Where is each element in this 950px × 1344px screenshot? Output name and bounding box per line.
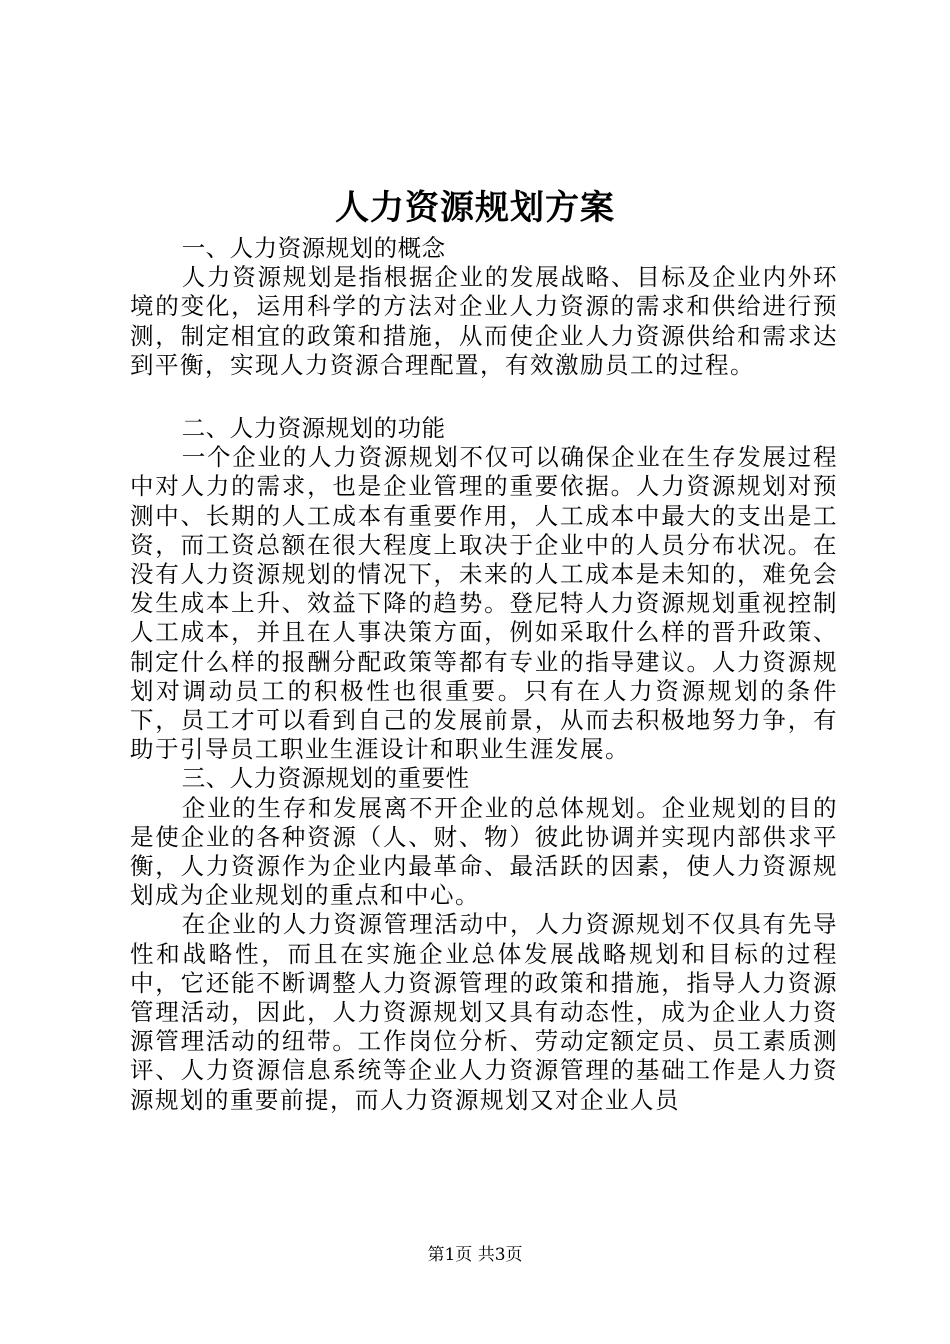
paragraph-concept: 人力资源规划是指根据企业的发展战略、目标及企业内外环境的变化，运用科学的方法对企业人力资源的需求和供给进行预测，制定相宜的政策和措施，从而使企业人力资源供给和需求达到平衡，实现人力资源合理配置，有效激励员工的过程。 (130, 263, 838, 379)
page-number-footer: 第1页 共3页 (427, 1245, 523, 1265)
document-body (130, 234, 838, 1115)
paragraph-importance-2: 在企业的人力资源管理活动中，人力资源规划不仅具有先导性和战略性，而且在实施企业总体发展战略规划和目标的过程中，它还能不断调整人力资源管理的政策和措施，指导人力资源管理活动，因此，人力资源规划又具有动态性，成为企业人力资源管理活动的纽带。工作岗位分析、劳动定额定员、员工素质测评、人力资源信息系统等企业人力资源管理的基础工作是人力资源规划的重要前提，而人力资源规划又对企业人员 (130, 910, 838, 1114)
section-heading-importance: 三、人力资源规划的重要性 (181, 764, 470, 793)
section-heading-function: 二、人力资源规划的功能 (181, 414, 446, 443)
section-heading-concept: 一、人力资源规划的概念 (181, 234, 446, 262)
document-title: 人力资源规划方案 (335, 188, 615, 228)
paragraph-importance-1: 企业的生存和发展离不开企业的总体规划。企业规划的目的是使企业的各种资源（人、财、物）彼此协调并实现内部供求平衡，人力资源作为企业内最革命、最活跃的因素，使人力资源规划成为企业规划的重点和中心。 (130, 793, 838, 910)
paragraph-function: 一个企业的人力资源规划不仅可以确保企业在生存发展过程中对人力的需求，也是企业管理的重要依据。人力资源规划对预测中、长期的人工成本有重要作用，人工成本中最大的支出是工资，而工资总额在很大程度上取决于企业中的人员分布状况。在没有人力资源规划的情况下，未来的人工成本是未知的，难免会发生成本上升、效益下降的趋势。登尼特人力资源规划重视控制人工成本，并且在人事决策方面，例如采取什么样的晋升政策、制定什么样的报酬分配政策等都有专业的指导建议。人力资源规划对调动员工的积极性也很重要。只有在人力资源规划的条件下，员工才可以看到自己的发展前景，从而去积极地努力争，有助于引导员工职业生涯设计和职业生涯发展。 (130, 443, 838, 764)
